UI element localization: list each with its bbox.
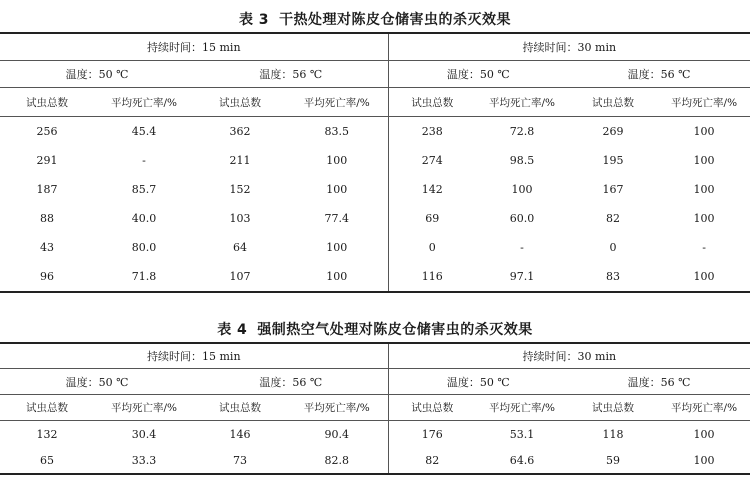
table-cell: 211 [229,154,251,167]
table-4-temp-a: 温度：50 ℃ [0,369,194,395]
table-cell: 65 [0,447,94,474]
table-cell: 100 [658,117,750,147]
table-3-temp-row [0,61,750,88]
table-4-col-header: 平均死亡率/% [286,395,388,421]
table-cell: 362 [194,117,286,147]
table-3-col-header: 试虫总数 [388,88,476,117]
table-4-temp-d: 温度：56 ℃ [568,369,750,395]
table-cell: 132 [0,421,94,448]
table-cell: 152 [229,183,251,196]
table-cell: 30.4 [94,421,194,448]
table-cell: 88 [40,212,54,225]
table-4-col-header: 试虫总数 [194,395,286,421]
table-cell: 64.6 [476,447,568,474]
table-row [0,204,750,233]
table-4-col-header: 平均死亡率/% [658,395,750,421]
table-cell: 103 [229,212,251,225]
table-4-caption [0,318,750,342]
table-cell: 72.8 [476,117,568,147]
table-cell: 269 [568,117,658,147]
table-cell: 100 [658,421,750,448]
table-cell: 238 [388,117,476,147]
table-3-col-header: 试虫总数 [0,88,94,117]
table-cell: 97.1 [476,262,568,292]
table-cell: 167 [602,183,624,196]
table-4-caption-number: 表 4 [217,322,248,338]
table-4-temp-c: 温度：50 ℃ [388,369,568,395]
table-3-column-header-row [0,88,750,117]
table-4-caption-title: 强制热空气处理对陈皮仓储害虫的杀灭效果 [257,322,533,338]
table-cell: 82.8 [286,447,388,474]
table-4-col-header: 试虫总数 [568,395,658,421]
table-cell: 82 [606,212,621,225]
table-cell: 60.0 [509,212,535,225]
table-cell: 274 [421,154,443,167]
table-cell: 90.4 [286,421,388,448]
table-4-duration-30: 持续时间：30 min [388,343,750,369]
table-cell: 73 [194,447,286,474]
table-3-temp-b: 温度：56 ℃ [194,61,388,88]
table-cell: 146 [194,421,286,448]
table-cell: 0 [609,241,617,254]
table-4-temp-row [0,369,750,395]
table-3-temp-d: 温度：56 ℃ [568,61,750,88]
table-cell: 83 [568,262,658,292]
table-cell: 100 [511,183,533,196]
table-cell: 100 [693,154,715,167]
table-cell: 100 [658,447,750,474]
table-cell: 33.3 [94,447,194,474]
table-cell: 71.8 [94,262,194,292]
table-cell: 53.1 [476,421,568,448]
table-cell: 100 [658,262,750,292]
table-cell: 176 [388,421,476,448]
table-cell: 83.5 [286,117,388,147]
table-4-col-header: 试虫总数 [388,395,476,421]
table-3-col-header: 试虫总数 [568,88,658,117]
table-cell: 142 [421,183,443,196]
table-4-temp-b: 温度：56 ℃ [194,369,388,395]
table-row [0,421,750,448]
table-cell: 100 [693,212,715,225]
table-row [0,117,750,147]
table-cell: 43 [40,241,54,254]
table-cell: 107 [194,262,286,292]
table-3-duration-15: 持续时间：15 min [0,33,388,61]
table-3-temp-a: 温度：50 ℃ [0,61,194,88]
table-3-col-header: 试虫总数 [194,88,286,117]
table-cell: 82 [388,447,476,474]
table-4-duration-row [0,343,750,369]
table-4-column-header-row [0,395,750,421]
table-4-col-header: 平均死亡率/% [94,395,194,421]
table-row [0,146,750,175]
table-cell: 100 [286,262,388,292]
table-cell: 59 [568,447,658,474]
table-3-caption [0,8,750,32]
table-row [0,262,750,292]
table-cell: 118 [568,421,658,448]
table-cell: 69 [425,212,440,225]
table-cell: 77.4 [286,204,388,233]
table-cell: 100 [286,175,388,204]
table-row [0,233,750,262]
table-4 [0,342,750,475]
table-cell: 100 [286,233,388,262]
table-cell: 116 [388,262,476,292]
table-3 [0,32,750,293]
table-row [0,175,750,204]
table-cell: 98.5 [509,154,535,167]
table-cell: 256 [0,117,94,147]
table-3-duration-row [0,33,750,61]
table-4-col-header: 平均死亡率/% [476,395,568,421]
table-3-block [0,8,750,293]
table-4-block [0,318,750,475]
table-4-col-header: 试虫总数 [0,395,94,421]
table-cell: 40.0 [131,212,157,225]
table-cell: - [142,154,146,167]
table-3-duration-30: 持续时间：30 min [388,33,750,61]
table-3-col-header: 平均死亡率/% [286,88,388,117]
table-cell: 100 [693,183,715,196]
table-cell: 85.7 [131,183,157,196]
table-cell: 0 [428,241,436,254]
table-3-caption-number: 表 3 [238,12,270,28]
table-cell: 80.0 [131,241,157,254]
table-3-col-header: 平均死亡率/% [658,88,750,117]
table-cell: 291 [36,154,58,167]
table-cell: 195 [602,154,624,167]
table-3-col-header: 平均死亡率/% [94,88,194,117]
table-cell: 187 [36,183,58,196]
table-3-col-header: 平均死亡率/% [476,88,568,117]
table-3-temp-c: 温度：50 ℃ [388,61,568,88]
table-cell: - [520,241,524,254]
table-row [0,447,750,474]
table-cell: 100 [286,146,388,175]
table-cell: - [702,241,706,254]
table-4-duration-15: 持续时间：15 min [0,343,388,369]
table-cell: 64 [233,241,247,254]
table-cell: 96 [0,262,94,292]
table-3-caption-title: 干热处理对陈皮仓储害虫的杀灭效果 [279,12,512,28]
table-cell: 45.4 [94,117,194,147]
